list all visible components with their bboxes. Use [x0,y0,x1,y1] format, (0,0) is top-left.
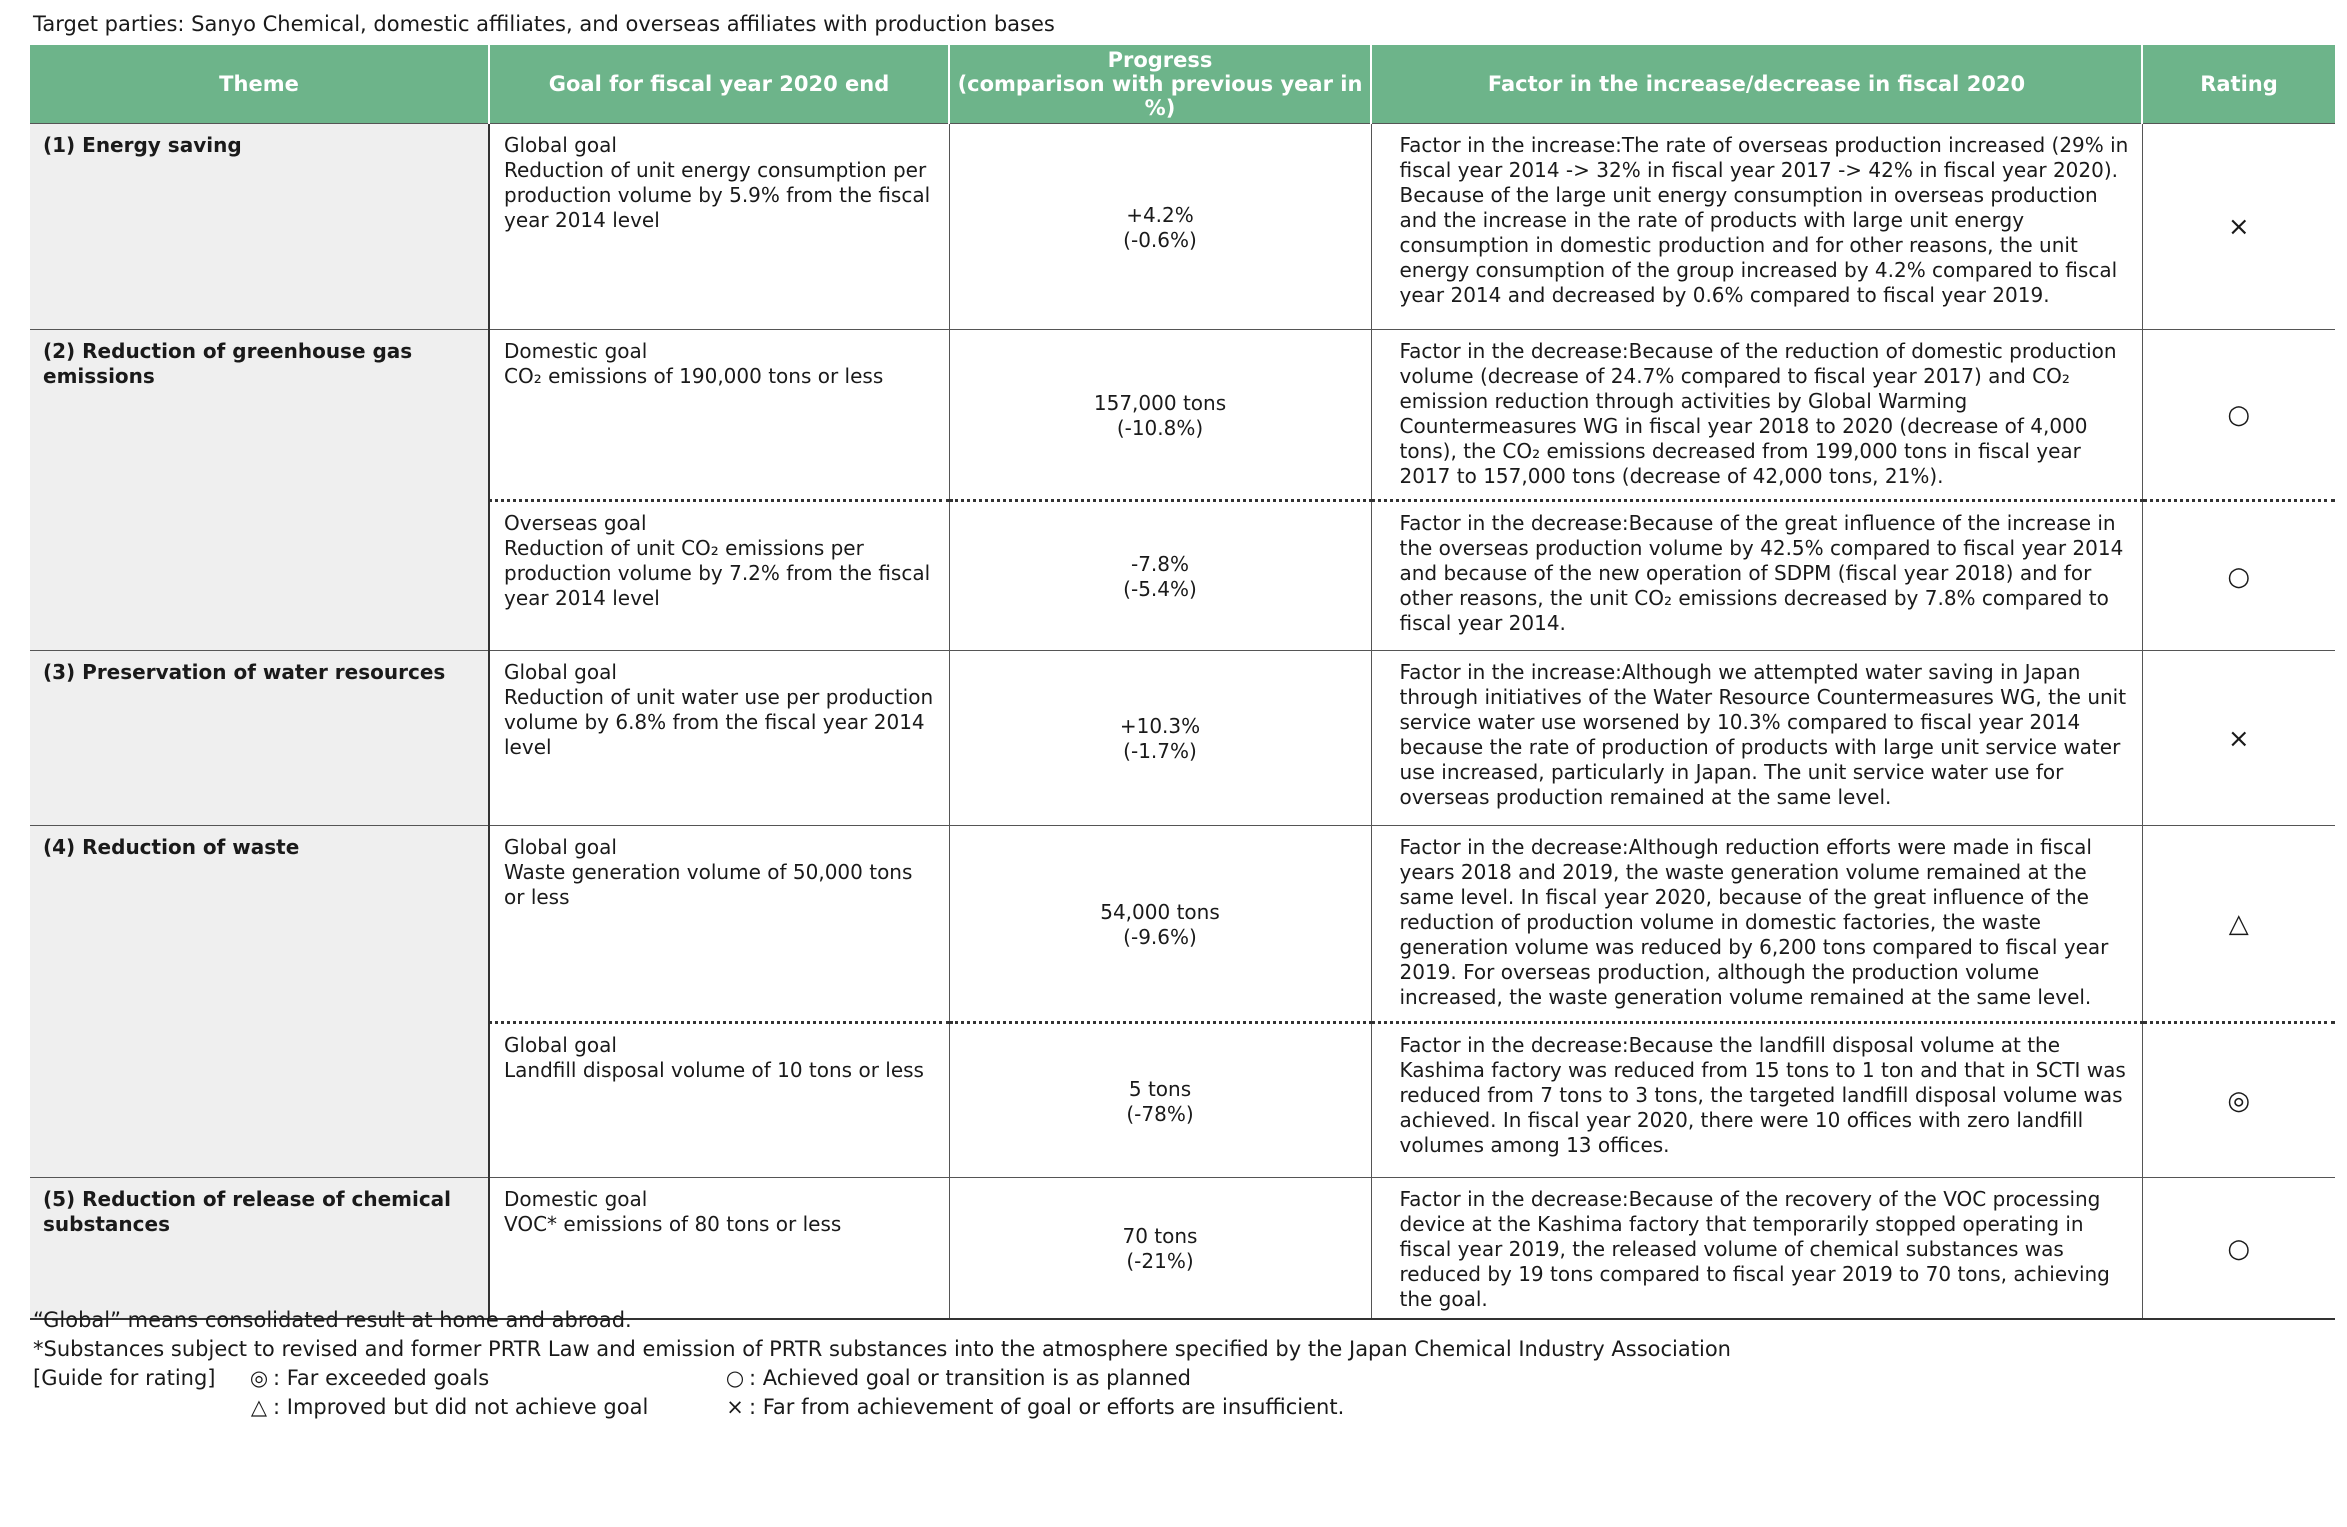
factor-cell: Factor in the increase:The rate of overseas production increased (29% in fiscal year 2014 -> 32% in fiscal year 2017 -> 42% in fiscal year 2020). Because of the large unit energy consumption in overseas production and the increase in the rate of products with large unit energy consumption in domestic production and for other reasons, the unit energy consumption of the group increased by 4.2% compared to fiscal year 2014 and decreased by 0.6% compared to fiscal year 2019. [1371,123,2142,329]
goal-cell [489,1022,949,1177]
progress-value: +10.3% [1119,714,1201,738]
header-progress [949,45,1371,123]
factor-cell: Factor in the decrease:Because of the great influence of the increase in the overseas production volume by 42.5% compared to fiscal year 2014 and because of the new operation of SDPM (fiscal year 2018) and for other reasons, the unit CO₂ emissions decreased by 7.8% compared to fiscal year 2014. [1371,500,2142,650]
rating-symbol: ◎ [2142,1022,2335,1177]
factor-cell: Factor in the decrease:Because of the reduction of domestic production volume (decrease of 24.7% compared to fiscal year 2017) and CO₂ emission reduction through activities by Global Warming Countermeasures WG in fiscal year 2018 to 2020 (decrease of 4,000 tons), the CO₂ emissions decreased from 199,000 tons in fiscal year 2017 to 157,000 tons (decrease of 42,000 tons, 21%). [1371,329,2142,500]
header-factor: Factor in the increase/decrease in fiscal 2020 [1371,45,2142,123]
target-parties: Target parties: Sanyo Chemical, domestic affiliates, and overseas affiliates with production bases [33,12,1055,36]
header-goal: Goal for fiscal year 2020 end [489,45,949,123]
goal-scope: Global goal [504,132,617,157]
progress-cell [949,329,1371,500]
progress-change: (-0.6%) [1123,227,1197,252]
rating-guide-text: : Improved but did not achieve goal [273,1395,649,1419]
theme-cell: (3) Preservation of water resources [30,650,489,825]
note-global: “Global” means consolidated result at home and abroad. [33,1308,632,1332]
table-row-waste-generation [30,825,2335,1022]
goal-text: Waste generation volume of 50,000 tons or less [504,859,913,909]
progress-cell [949,1022,1371,1177]
rating-guide-row-1 [33,1364,1731,1393]
goal-scope: Global goal [504,1032,617,1057]
header-progress-line2: (comparison with previous year in %) [957,71,1363,120]
rating-symbol: △ [2142,825,2335,1022]
header-progress-line1: Progress [1107,47,1213,72]
progress-change: (-10.8%) [1116,415,1204,440]
rating-guide-text: : Far exceeded goals [273,1366,490,1390]
progress-value: 70 tons [1122,1224,1198,1248]
progress-change: (-9.6%) [1123,924,1197,949]
circle-icon: ○ [725,1366,745,1390]
progress-value: +4.2% [1126,202,1194,227]
theme-cell: (2) Reduction of greenhouse gas emissions [30,329,489,650]
progress-cell [949,1177,1371,1319]
goal-text: Reduction of unit CO₂ emissions per production volume by 7.2% from the fiscal year 2014 level [504,535,931,610]
factor-cell: Factor in the increase:Although we attempted water saving in Japan through initiatives of the Water Resource Countermeasures WG, the unit service water use worsened by 10.3% compared to fiscal year 2014 because the rate of production of products with large unit service water use increased, particularly in Japan. The unit service water use for overseas production remained at the same level. [1371,650,2142,825]
factor-cell: Factor in the decrease:Because the landfill disposal volume at the Kashima factory was reduced from 15 tons to 1 ton and that in SCTI was reduced from 7 tons to 3 tons, the targeted landfill disposal volume was achieved. In fiscal year 2020, there were 10 offices with zero landfill volumes among 13 offices. [1371,1022,2142,1177]
goal-cell [489,123,949,329]
progress-value: 157,000 tons [1093,390,1227,415]
double-circle-icon: ◎ [249,1366,269,1390]
goal-cell [489,825,949,1022]
table-row-energy-saving [30,123,2335,329]
progress-cell [949,500,1371,650]
goal-text: Landfill disposal volume of 10 tons or less [504,1057,924,1082]
goal-text: Reduction of unit energy consumption per production volume by 5.9% from the fiscal year 2014 level [504,157,931,232]
rating-symbol: ○ [2142,1177,2335,1319]
progress-cell [949,650,1371,825]
environmental-goals-table [30,45,2335,1320]
theme-cell: (4) Reduction of waste [30,825,489,1177]
goal-cell [489,500,949,650]
theme-cell: (1) Energy saving [30,123,489,329]
goal-cell [489,650,949,825]
goal-scope: Domestic goal [504,1186,648,1211]
progress-value: 5 tons [1128,1076,1192,1101]
note-substances: *Substances subject to revised and former PRTR Law and emission of PRTR substances into the atmosphere specified by the Japan Chemical Industry Association [33,1337,1731,1361]
goal-text: CO₂ emissions of 190,000 tons or less [504,363,884,388]
rating-guide-label: [Guide for rating] [33,1366,216,1390]
progress-value: 54,000 tons [1100,899,1220,924]
rating-symbol: ○ [2142,500,2335,650]
rating-guide-text: : Far from achievement of goal or efforts are insufficient. [749,1395,1345,1419]
goal-cell [489,329,949,500]
cross-icon: × [726,1395,744,1419]
rating-symbol: ○ [2142,329,2335,500]
header-rating: Rating [2142,45,2335,123]
goal-cell [489,1177,949,1319]
progress-change: (-78%) [1126,1101,1194,1126]
factor-cell: Factor in the decrease:Although reduction efforts were made in fiscal years 2018 and 2019, the waste generation volume remained at the same level. In fiscal year 2020, because of the great influence of the reduction of production volume in domestic factories, the waste generation volume was reduced by 6,200 tons compared to fiscal year 2019. For overseas production, although the production volume increased, the waste generation volume remained at the same level. [1371,825,2142,1022]
rating-guide-item [721,1364,1191,1393]
table-row-ghg-domestic [30,329,2335,500]
goal-text: VOC* emissions of 80 tons or less [504,1211,842,1236]
progress-change: (-21%) [1126,1249,1194,1273]
table-row-water [30,650,2335,825]
table-row-chemical-release [30,1177,2335,1319]
goal-scope: Overseas goal [504,510,647,535]
progress-change: (-5.4%) [1123,577,1197,601]
triangle-icon: △ [250,1395,268,1419]
rating-guide-item [245,1364,721,1393]
goal-text: Reduction of unit water use per production volume by 6.8% from the fiscal year 2014 level [504,684,934,759]
progress-cell [949,825,1371,1022]
rating-guide-item [721,1393,1344,1422]
header-theme: Theme [30,45,489,123]
progress-change: (-1.7%) [1123,739,1197,763]
rating-guide-text: : Achieved goal or transition is as planned [749,1366,1191,1390]
rating-symbol: × [2142,123,2335,329]
goal-scope: Global goal [504,659,617,684]
theme-cell: (5) Reduction of release of chemical substances [30,1177,489,1319]
table-header-row [30,45,2335,123]
rating-symbol: × [2142,650,2335,825]
factor-cell: Factor in the decrease:Because of the recovery of the VOC processing device at the Kashima factory that temporarily stopped operating in fiscal year 2019, the released volume of chemical substances was reduced by 19 tons compared to fiscal year 2019 to 70 tons, achieving the goal. [1371,1177,2142,1319]
progress-cell [949,123,1371,329]
goal-scope: Domestic goal [504,338,648,363]
footnotes [33,1306,1731,1422]
rating-guide-item [245,1393,721,1422]
progress-value: -7.8% [1130,552,1190,576]
goal-scope: Global goal [504,834,617,859]
rating-guide-row-2 [33,1393,1731,1422]
